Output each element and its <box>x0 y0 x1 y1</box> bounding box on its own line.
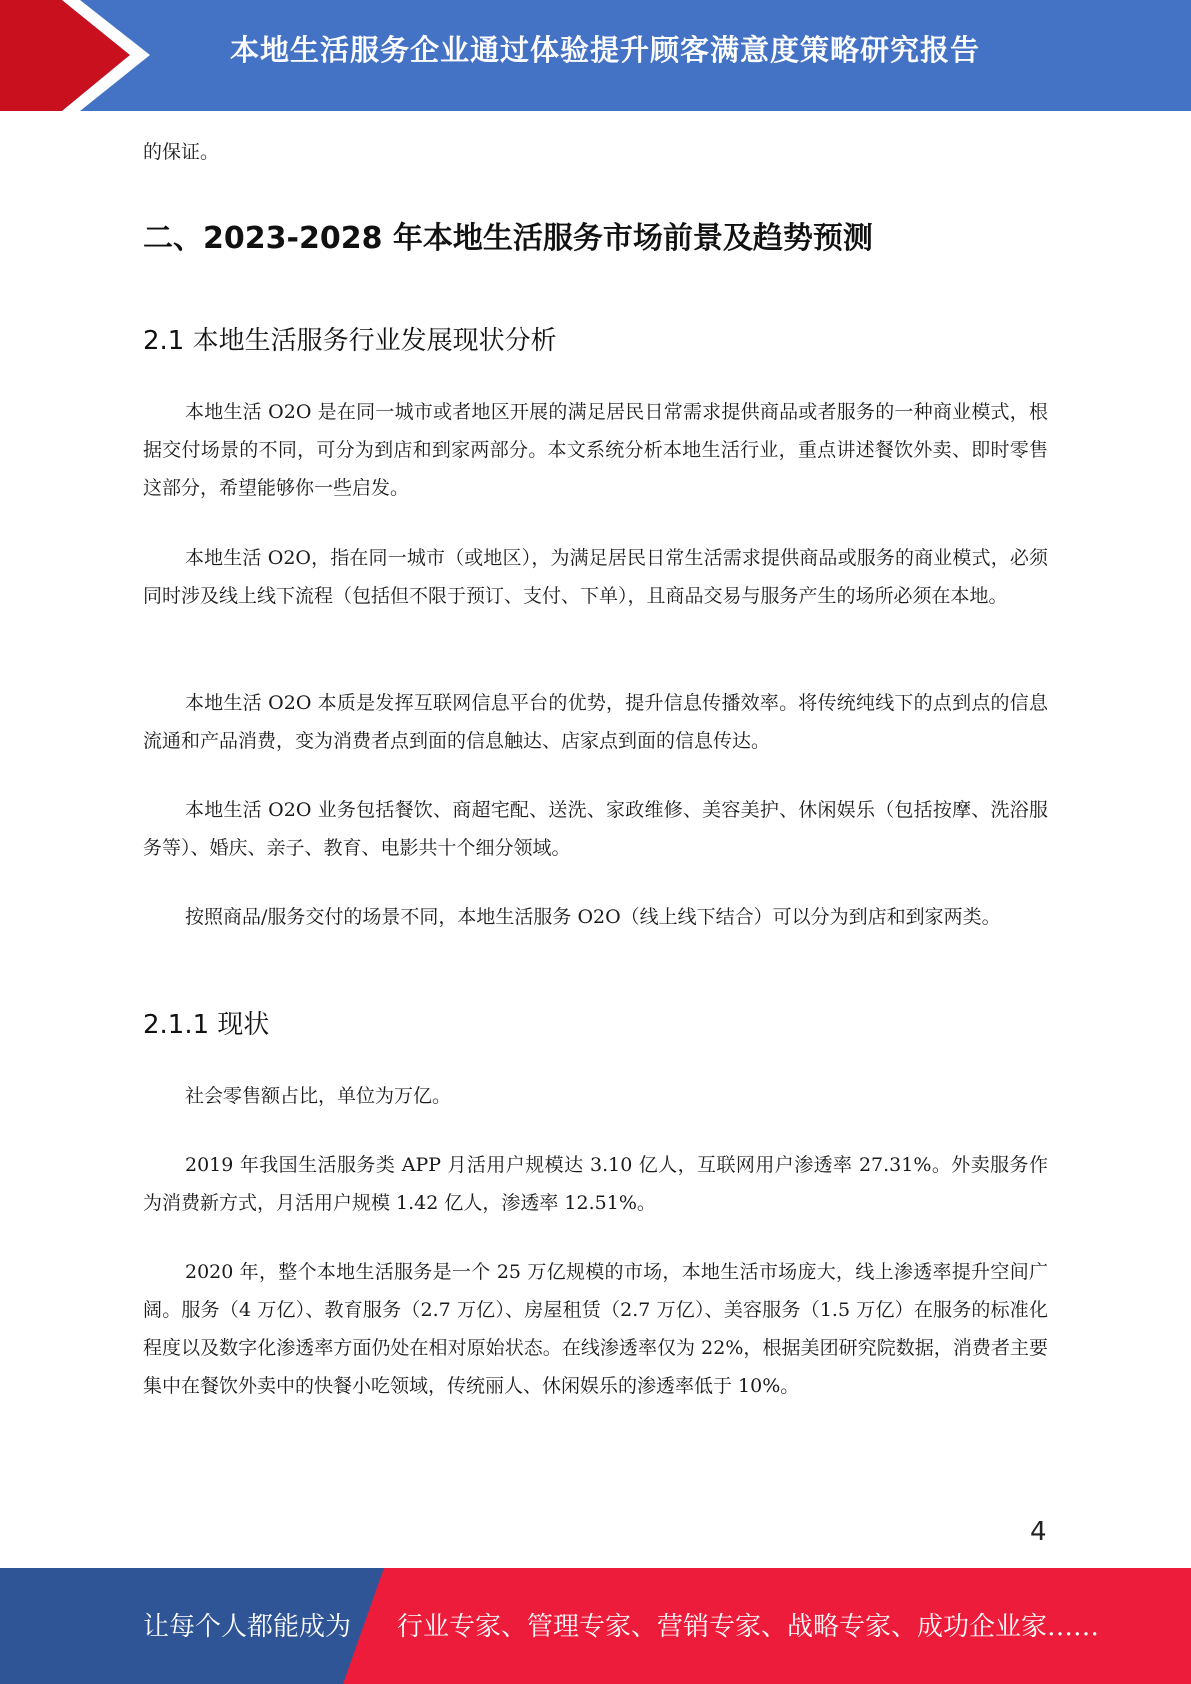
page-number: 4 <box>1030 1517 1047 1547</box>
header-chevron-graphic <box>0 0 160 111</box>
footer-slogan-left: 让每个人都能成为 <box>143 1612 352 1642</box>
paragraph: 社会零售额占比，单位为万亿。 <box>185 1085 452 1107</box>
footer-slogan-right: 行业专家、管理专家、营销专家、战略专家、成功企业家…… <box>397 1612 1100 1642</box>
subsubsection-heading: 2.1.1 现状 <box>143 1010 270 1040</box>
paragraph: 本地生活 O2O 本质是发挥互联网信息平台的优势，提升信息传播效率。将传统纯线下的点到点的信息流通和产品消费，变为消费者点到面的信息触达、店家点到面的信息传达。 <box>143 692 1048 752</box>
paragraph: 本地生活 O2O 业务包括餐饮、商超宅配、送洗、家政维修、美容美护、休闲娱乐（包括按摩、洗浴服务等）、婚庆、亲子、教育、电影共十个细分领域。 <box>143 799 1048 859</box>
report-title: 本地生活服务企业通过体验提升顾客满意度策略研究报告 <box>230 33 981 67</box>
paragraph: 2020 年，整个本地生活服务是一个 25 万亿规模的市场，本地生活市场庞大，线上渗透率提升空间广阔。服务（4 万亿）、教育服务（2.7 万亿）、房屋租赁（2.7 万亿）、美容服务（1.5 万亿）在服务的标准化程度以及数字化渗透率方面仍处在相对原始状态。在线渗透率仅为 22%，根据美团研究院数据，消费者主要集中在餐饮外卖中的快餐小吃领域，传统丽人、休闲娱乐的渗透率低于 10%。 <box>143 1261 1048 1397</box>
subsection-heading: 2.1 本地生活服务行业发展现状分析 <box>143 326 557 356</box>
paragraph: 本地生活 O2O 是在同一城市或者地区开展的满足居民日常需求提供商品或者服务的一种商业模式，根据交付场景的不同，可分为到店和到家两部分。本文系统分析本地生活行业，重点讲述餐饮外卖、即时零售这部分，希望能够你一些启发。 <box>143 401 1048 499</box>
section-heading: 二、2023-2028 年本地生活服务市场前景及趋势预测 <box>143 221 873 256</box>
paragraph: 2019 年我国生活服务类 APP 月活用户规模达 3.10 亿人，互联网用户渗透率 27.31%。外卖服务作为消费新方式，月活用户规模 1.42 亿人，渗透率 12.51%。 <box>143 1154 1048 1214</box>
paragraph: 按照商品/服务交付的场景不同，本地生活服务 O2O（线上线下结合）可以分为到店和到家两类。 <box>185 906 1001 928</box>
paragraph: 本地生活 O2O，指在同一城市（或地区），为满足居民日常生活需求提供商品或服务的商业模式，必须同时涉及线上线下流程（包括但不限于预订、支付、下单），且商品交易与服务产生的场所必须在本地。 <box>143 547 1048 607</box>
continuation-text: 的保证。 <box>143 141 220 163</box>
page-footer <box>0 1568 1191 1684</box>
page-header <box>0 0 1191 111</box>
